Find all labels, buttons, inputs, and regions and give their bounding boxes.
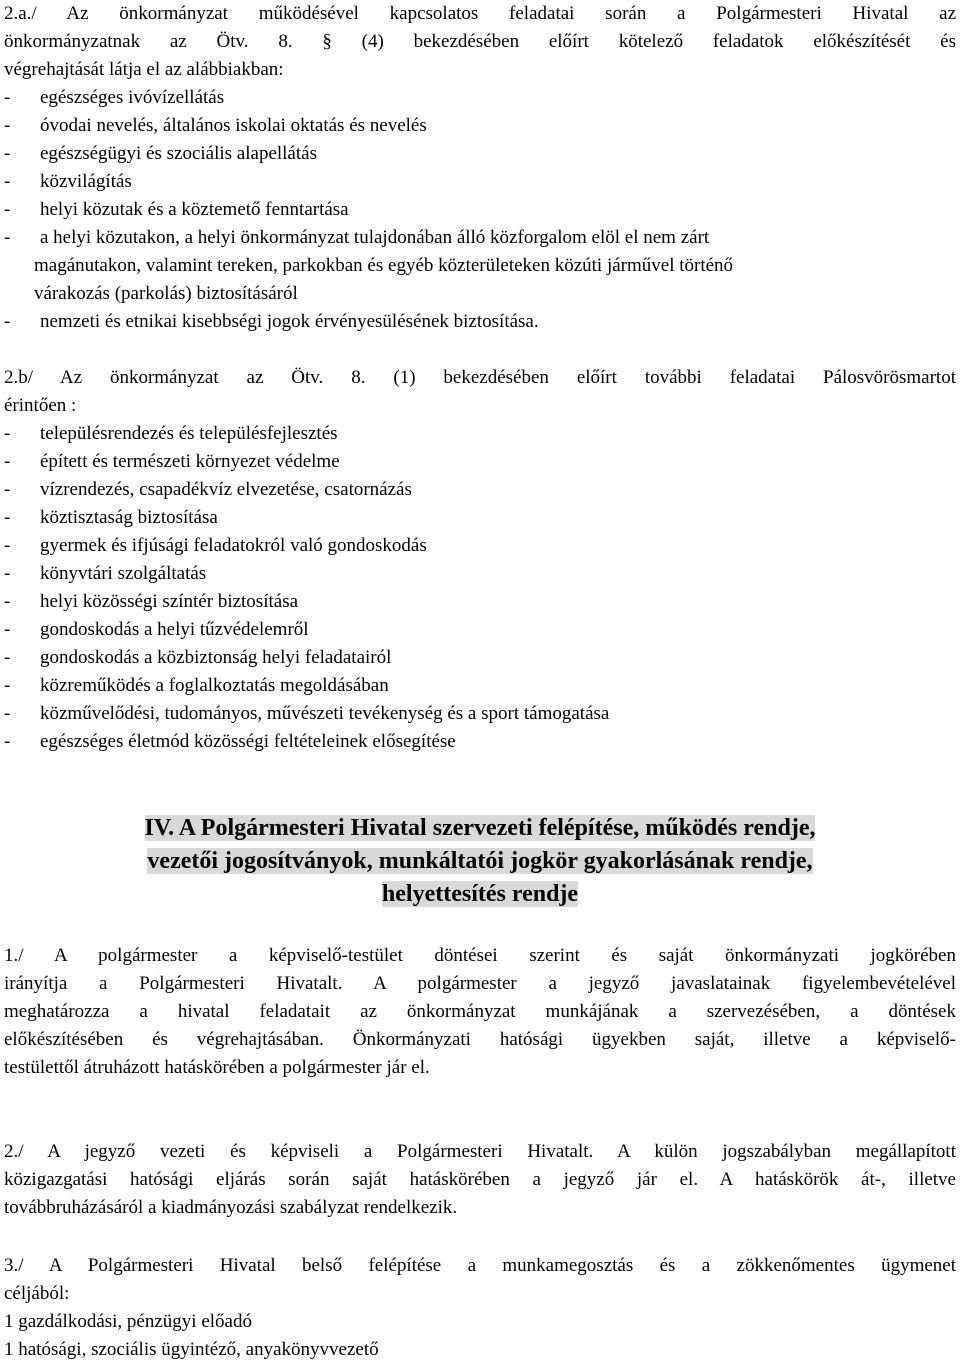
list-item: - közvilágítás: [4, 171, 132, 192]
list-item: - gyermek és ifjúsági feladatokról való gondoskodás: [4, 535, 427, 556]
list-dash: -: [4, 227, 11, 248]
list-dash: -: [4, 199, 11, 220]
para2-line2: közigazgatási hatósági eljárás során saját hatáskörében a jegyző jár el. A hatáskörök át-, illetve: [4, 1169, 956, 1190]
list-dash: -: [4, 675, 11, 696]
para2-line1: 2./ A jegyző vezeti és képviseli a Polgármesteri Hivatalt. A külön jogszabályban megállapított: [4, 1141, 956, 1162]
list-item-continuation: magánutakon, valamint tereken, parkokban és egyéb közterületeken közúti járművel történő: [34, 255, 734, 276]
list-item: - településrendezés és településfejlesztés: [4, 423, 338, 444]
list-item: - gondoskodás a helyi tűzvédelemről: [4, 619, 309, 640]
para1-line2: irányítja a Polgármesteri Hivatalt. A polgármester a jegyző javaslatainak figyelembevételével: [4, 973, 956, 994]
list-item: - helyi közutak és a köztemető fenntartása: [4, 199, 349, 220]
para1-line3: meghatározza a hivatal feladatait az önkormányzat munkájának a szervezésében, a döntések: [4, 1001, 956, 1022]
para1-line5: testülettől átruházott hatáskörében a polgármester jár el.: [4, 1057, 430, 1078]
chapter-heading-line1: IV. A Polgármesteri Hivatal szervezeti felépítése, működés rendje,: [144, 815, 816, 841]
list-item-continuation: várakozás (parkolás) biztosításáról: [34, 283, 298, 304]
section-2b-intro-line2: érintően :: [4, 395, 77, 416]
list-dash: -: [4, 479, 11, 500]
list-dash: -: [4, 731, 11, 752]
list-dash: -: [4, 619, 11, 640]
list-item: - óvodai nevelés, általános iskolai oktatás és nevelés: [4, 115, 427, 136]
list-dash: -: [4, 563, 11, 584]
list-dash: -: [4, 591, 11, 612]
section-2a-intro-line3: végrehajtását látja el az alábbiakban:: [4, 59, 284, 80]
list-item: - közreműködés a foglalkoztatás megoldásában: [4, 675, 389, 696]
para3-line1: 3./ A Polgármesteri Hivatal belső felépítése a munkamegosztás és a zökkenőmentes ügymenet: [4, 1255, 956, 1276]
list-dash: -: [4, 171, 11, 192]
section-2a-intro-line2: önkormányzatnak az Ötv. 8. § (4) bekezdésében előírt kötelező feladatok előkészítését és: [4, 31, 956, 52]
list-item: - nemzeti és etnikai kisebbségi jogok érvényesülésének biztosítása.: [4, 311, 539, 332]
list-item: - egészségügyi és szociális alapellátás: [4, 143, 317, 164]
list-item: - épített és természeti környezet védelme: [4, 451, 340, 472]
para3-line4: 1 hatósági, szociális ügyintéző, anyakönyvvezető: [4, 1339, 379, 1360]
list-item: - közművelődési, tudományos, művészeti tevékenység és a sport támogatása: [4, 703, 610, 724]
list-item: - helyi közösségi színtér biztosítása: [4, 591, 299, 612]
list-dash: -: [4, 703, 11, 724]
para3-line2: céljából:: [4, 1283, 70, 1304]
list-item: - köztisztaság biztosítása: [4, 507, 218, 528]
para1-line4: előkészítésében és végrehajtásában. Önkormányzati hatósági ügyekben saját, illetve a képviselő-: [4, 1029, 956, 1050]
list-dash: -: [4, 507, 11, 528]
chapter-heading-line3: helyettesítés rendje: [381, 881, 579, 907]
list-dash: -: [4, 647, 11, 668]
list-item: - a helyi közutakon, a helyi önkormányzat tulajdonában álló közforgalom elöl el nem zárt: [4, 227, 710, 248]
section-2b-intro-line1: 2.b/ Az önkormányzat az Ötv. 8. (1) bekezdésében előírt további feladatai Pálosvörösmartot: [4, 367, 956, 388]
list-dash: -: [4, 451, 11, 472]
chapter-heading-line2: vezetői jogosítványok, munkáltatói jogkör gyakorlásának rendje,: [147, 848, 813, 874]
list-item: - vízrendezés, csapadékvíz elvezetése, csatornázás: [4, 479, 412, 500]
list-dash: -: [4, 423, 11, 444]
para1-line1: 1./ A polgármester a képviselő-testület döntései szerint és saját önkormányzati jogkörében: [4, 945, 956, 966]
list-dash: -: [4, 535, 11, 556]
list-dash: -: [4, 311, 11, 332]
list-dash: -: [4, 115, 11, 136]
list-item: - egészséges életmód közösségi feltételeinek elősegítése: [4, 731, 456, 752]
list-item: - egészséges ivóvízellátás: [4, 87, 225, 108]
list-dash: -: [4, 143, 11, 164]
section-2a-intro-line1: 2.a./ Az önkormányzat működésével kapcsolatos feladatai során a Polgármesteri Hivatal az: [4, 3, 956, 24]
list-item: - gondoskodás a közbiztonság helyi feladatairól: [4, 647, 392, 668]
para2-line3: továbbruházásáról a kiadmányozási szabályzat rendelkezik.: [4, 1197, 458, 1218]
list-dash: -: [4, 87, 11, 108]
para3-line3: 1 gazdálkodási, pénzügyi előadó: [4, 1311, 252, 1332]
list-item: - könyvtári szolgáltatás: [4, 563, 207, 584]
